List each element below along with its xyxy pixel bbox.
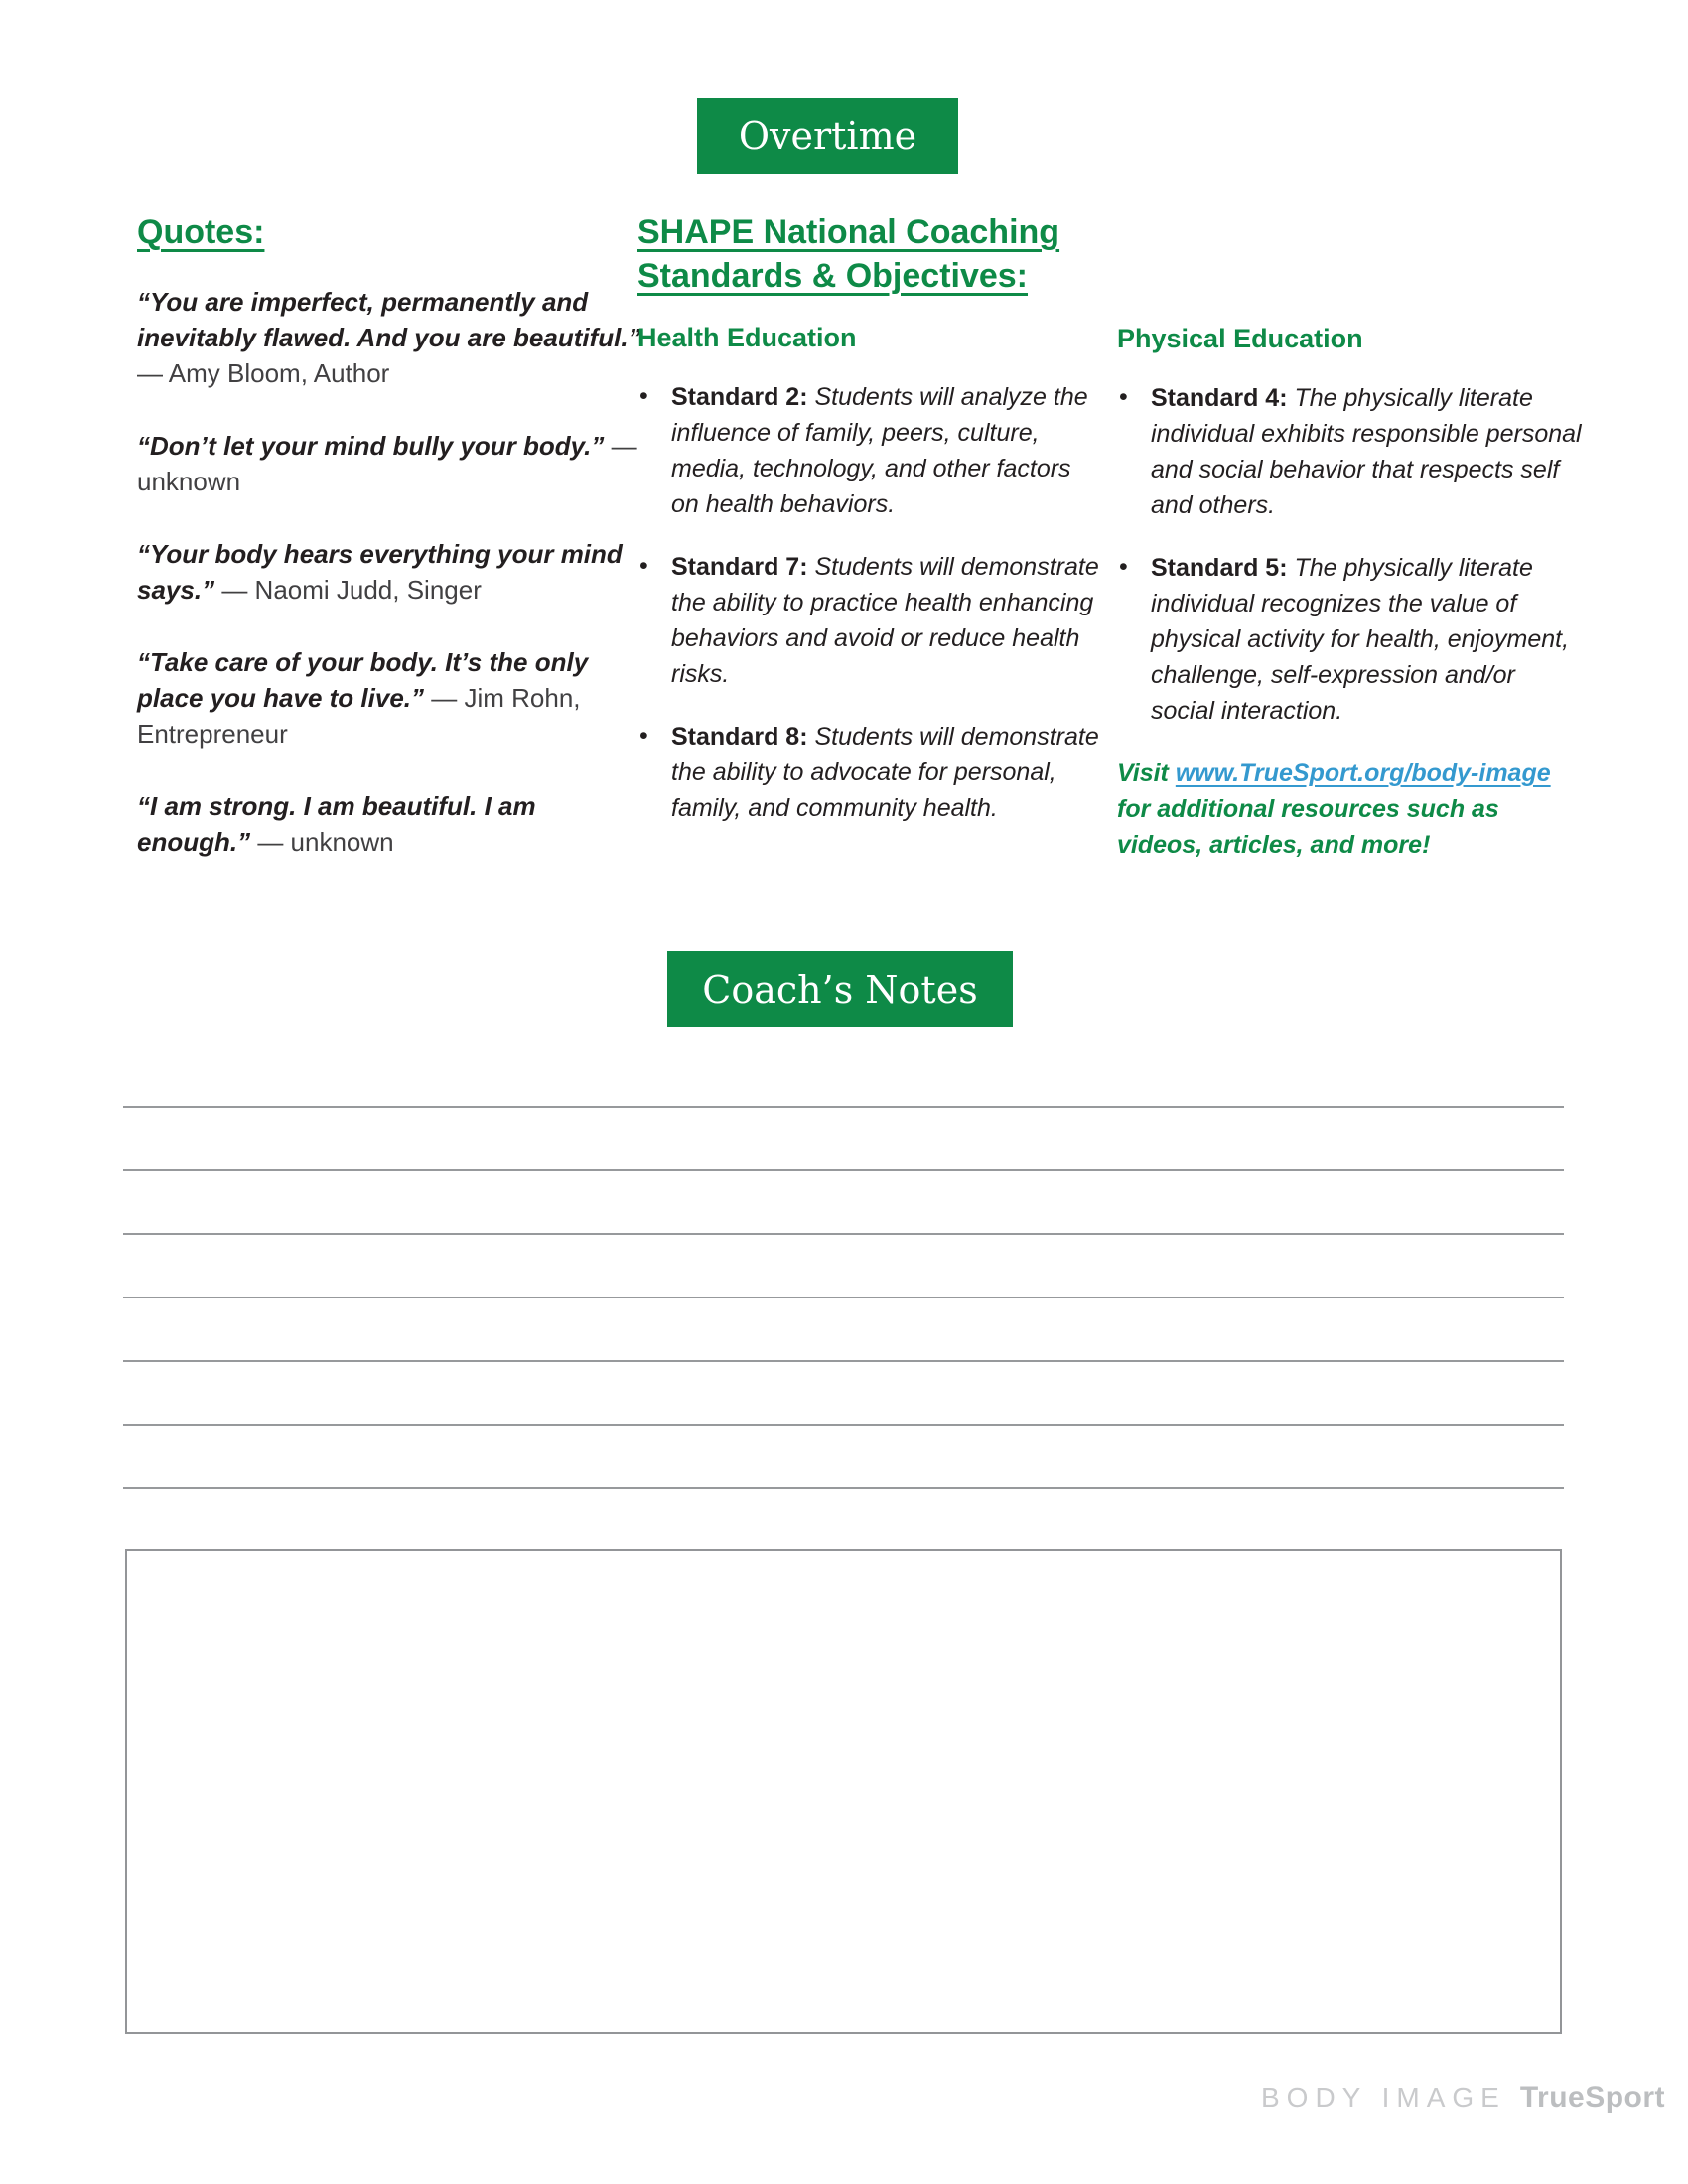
standard-item [637,379,1104,522]
standard-text: The physically literate individual exhibits responsible personal and social behavior that respects self and others. [1151,384,1582,519]
visit-prefix: Visit [1117,759,1176,787]
overtime-section-label: Overtime [738,114,917,158]
standard-label: Standard 7: [671,553,815,581]
quote-item [137,644,648,751]
quote-attribution: — Amy Bloom, Author [137,358,390,388]
notes-ruled-line [123,1233,1564,1235]
standard-text: Students will demonstrate the ability to practice health enhancing behaviors and avoid or reduce health risks. [671,553,1099,688]
quote-item [137,788,648,860]
standard-item [1117,550,1584,729]
overtime-section-badge [697,98,958,174]
bullet-icon: • [1119,383,1128,411]
notes-answer-box [125,1549,1562,2034]
quote-item [137,536,648,608]
physical-education-standards-list [1117,380,1584,729]
physical-education-column [1117,321,1584,863]
standard-label: Standard 4: [1151,384,1295,412]
bullet-icon: • [639,722,648,750]
shape-standards-heading-line1: SHAPE National Coaching [637,213,1060,251]
health-education-standards-list [637,379,1104,826]
quote-attribution: — Jim Rohn, Entrepreneur [137,683,581,749]
quotes-heading: Quotes: [137,213,265,251]
bullet-icon: • [639,382,648,410]
notes-ruled-line [123,1424,1564,1426]
standard-label: Standard 8: [671,723,815,751]
quote-attribution: — unknown [257,827,394,857]
visit-resources-note [1117,755,1584,863]
standard-text: The physically literate individual recognizes the value of physical activity for health, enjoyment, challenge, self-expression and/or social interaction. [1151,554,1570,725]
truesport-body-image-link[interactable]: www.TrueSport.org/body-image [1175,759,1551,787]
physical-education-subheading: Physical Education [1117,324,1363,353]
quote-text: “I am strong. I am beautiful. I am enough.” [137,791,536,857]
footer-lesson-title: BODY IMAGE [1261,2082,1506,2113]
notes-ruled-line [123,1297,1564,1298]
standard-item [1117,380,1584,523]
quote-item [137,284,648,391]
quote-text: “Don’t let your mind bully your body.” [137,431,605,461]
standard-text: Students will demonstrate the ability to advocate for personal, family, and community health. [671,723,1099,822]
standard-item [637,549,1104,692]
quote-item [137,428,648,499]
quote-text: “You are imperfect, permanently and inevitably flawed. And you are beautiful.” [137,287,641,352]
page-footer [1261,2081,1665,2115]
coachs-notes-section-label: Coach’s Notes [702,967,978,1012]
visit-suffix: for additional resources such as videos, articles, and more! [1117,795,1499,859]
standard-label: Standard 2: [671,383,815,411]
health-education-subheading: Health Education [637,323,857,352]
shape-standards-heading [637,210,1104,298]
bullet-icon: • [1119,553,1128,581]
shape-standards-heading-line2: Standards & Objectives: [637,257,1029,295]
quote-attribution: — unknown [137,431,637,496]
notes-ruled-line [123,1169,1564,1171]
health-education-column [637,210,1104,853]
quotes-column [137,210,648,896]
notes-ruled-line [123,1106,1564,1108]
notes-ruled-line [123,1487,1564,1489]
truesport-logo: TrueSport [1519,2081,1666,2114]
bullet-icon: • [639,552,648,580]
standard-text: Students will analyze the influence of family, peers, culture, media, technology, and other factors on health behaviors. [671,383,1088,518]
quote-text: “Your body hears everything your mind says.” [137,539,623,605]
quote-text: “Take care of your body. It’s the only place you have to live.” [137,647,589,713]
coachs-notes-section-badge [667,951,1013,1027]
notes-ruled-line [123,1360,1564,1362]
quote-attribution: — Naomi Judd, Singer [221,575,482,605]
standard-label: Standard 5: [1151,554,1295,582]
standard-item [637,719,1104,826]
